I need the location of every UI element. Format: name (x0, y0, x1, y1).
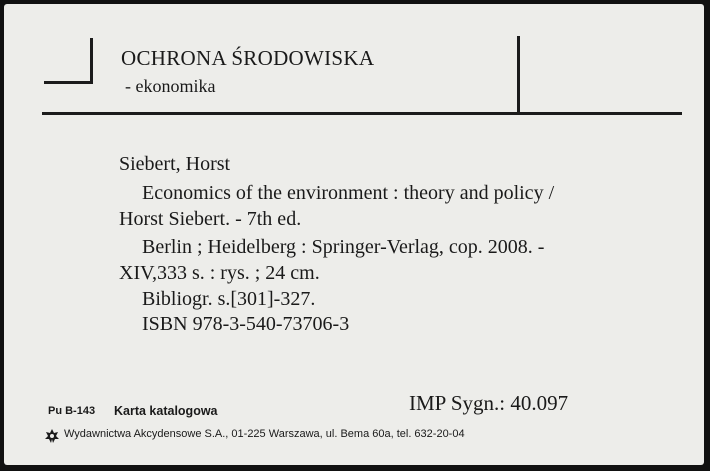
header-divider-horizontal (42, 112, 682, 115)
catalog-card (4, 4, 704, 465)
corner-mark-horizontal (44, 81, 93, 84)
subject-heading: OCHRONA ŚRODOWISKA (121, 46, 375, 70)
bibliography-note: Bibliogr. s.[301]-327. (142, 288, 316, 310)
title-line-1: Economics of the environment : theory and policy / (142, 182, 555, 204)
isbn-line: ISBN 978-3-540-73706-3 (142, 313, 350, 335)
publisher-logo-icon (44, 428, 60, 444)
author-line: Siebert, Horst (119, 153, 231, 175)
subject-subdivision: - ekonomika (125, 76, 216, 96)
call-number: IMP Sygn.: 40.097 (409, 391, 569, 415)
form-code: Pu B-143 (48, 405, 96, 417)
imprint-line-1: Berlin ; Heidelberg : Springer-Verlag, cop. 2008. - (142, 236, 545, 258)
header-divider-vertical (517, 36, 520, 114)
card-type-label: Karta katalogowa (114, 404, 218, 418)
corner-mark-vertical (90, 38, 93, 84)
imprint-line-2: XIV,333 s. : rys. ; 24 cm. (119, 262, 320, 284)
publisher-imprint: Wydawnictwa Akcydensowe S.A., 01-225 Warszawa, ul. Bema 60a, tel. 632-20-04 (64, 428, 465, 440)
title-line-2: Horst Siebert. - 7th ed. (119, 208, 302, 230)
